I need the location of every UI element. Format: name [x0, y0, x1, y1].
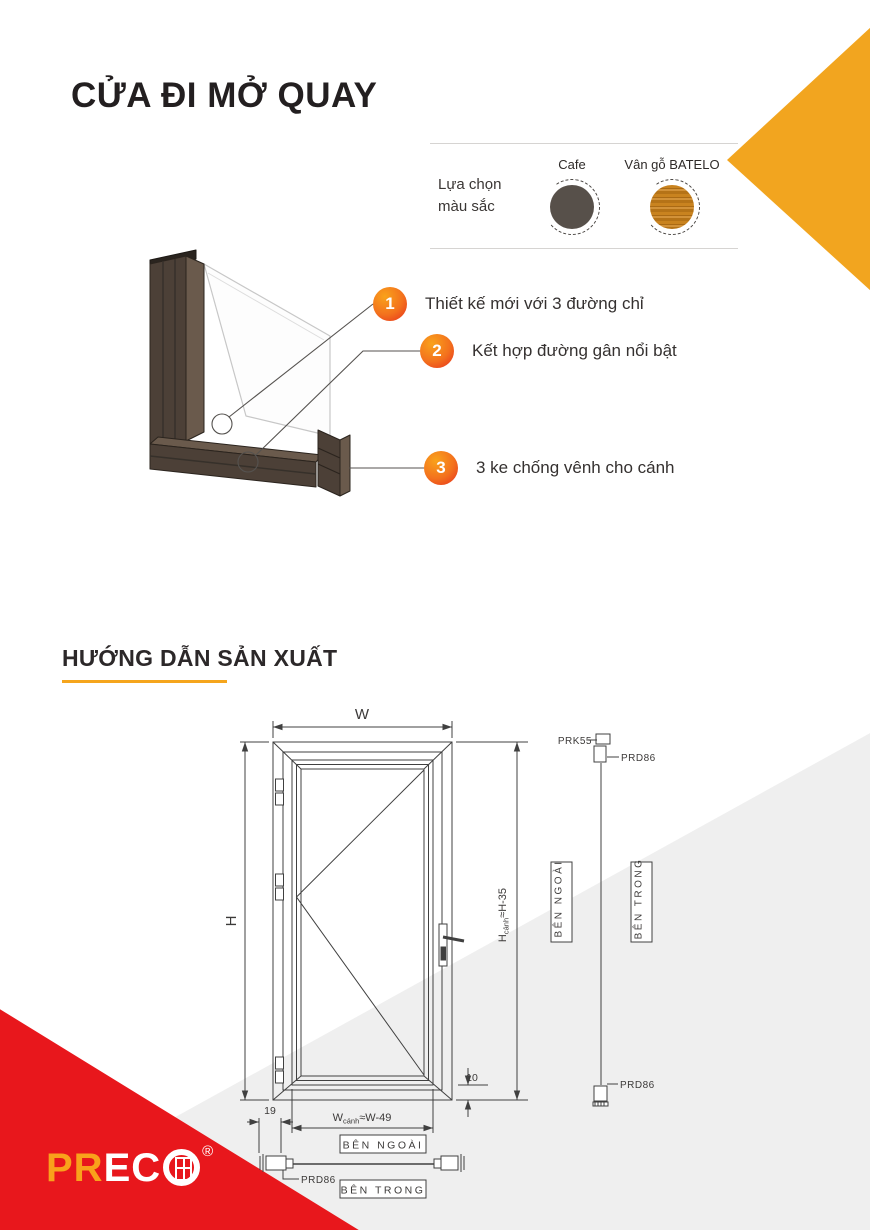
inside-vertical-label: BÊN TRONG — [633, 857, 645, 940]
feature-3-badge: 3 — [424, 451, 458, 485]
door-frame-outer — [273, 742, 452, 1100]
prd86-bottom-label: PRD86 — [620, 1080, 655, 1091]
color-option-name: Cafe — [558, 157, 586, 172]
jamb-front-face — [150, 256, 186, 453]
production-section-title: HƯỚNG DẪN SẢN XUẤT — [62, 645, 338, 671]
glass-pane — [204, 264, 330, 436]
feature-1-badge: 1 — [373, 287, 407, 321]
inside-bottom-label: BÊN TRONG — [340, 1184, 426, 1197]
dim-19-label: 19 — [264, 1105, 276, 1117]
opening-direction-lines — [297, 770, 425, 1075]
dim-h-label: H — [223, 915, 240, 927]
prk55-label: PRK55 — [557, 736, 592, 747]
dim-10-label: 10 — [466, 1072, 478, 1084]
profile-3d-illustration — [150, 250, 350, 496]
logo-text-pr: PR — [46, 1146, 104, 1190]
feature-2-text: Kết hợp đường gân nổi bật — [472, 341, 677, 360]
feature-1-text: Thiết kế mới với 3 đường chỉ — [425, 294, 644, 313]
dim-leaf-width-label: $W_{cánh}\approx W-49$ — [332, 1112, 392, 1126]
page-title: CỬA ĐI MỞ QUAY — [71, 76, 378, 115]
door-technical-drawing — [240, 721, 652, 1198]
dim-leaf-height-label: $H_{cánh}\approx H-35$ — [497, 887, 511, 943]
feature-3-text: 3 ke chống vênh cho cánh — [476, 458, 675, 477]
window-glyph-icon — [175, 1157, 192, 1181]
door-frame-inner — [283, 752, 442, 1090]
feature-2-badge: 2 — [420, 334, 454, 368]
preco-logo — [46, 1143, 214, 1190]
registered-mark: ® — [202, 1143, 214, 1160]
mullion-side-face — [340, 435, 350, 496]
prd86-section-label: PRD86 — [301, 1175, 336, 1186]
dim-w-label: W — [354, 706, 370, 723]
outside-bottom-label: BÊN NGOÀI — [342, 1139, 424, 1152]
door-glass — [301, 769, 424, 1076]
mullion-front-face — [318, 430, 340, 496]
hinges — [276, 779, 284, 1083]
color-option-name: Vân gỗ BATELO — [624, 157, 720, 172]
logo-window-o-icon — [163, 1149, 200, 1186]
door-leaf-outer — [292, 760, 433, 1085]
door-leaf-inner — [297, 765, 429, 1081]
color-selection-label: Lựa chọn màu sắc — [438, 176, 502, 215]
jamb-side-face — [186, 256, 204, 441]
prd86-top-label: PRD86 — [621, 753, 656, 764]
profile-reference-column — [588, 734, 619, 1106]
outside-vertical-label: BÊN NGOÀI — [553, 859, 565, 938]
logo-text-ec: EC — [103, 1146, 162, 1190]
